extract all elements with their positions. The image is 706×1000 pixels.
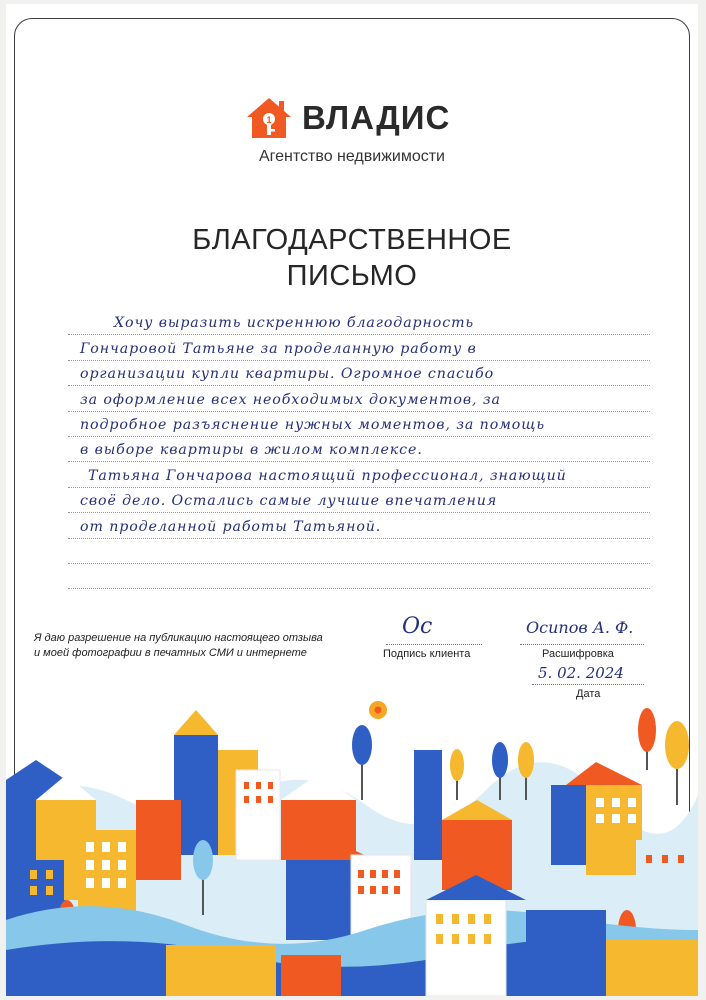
text-line — [68, 513, 650, 538]
client-signature: Ос — [402, 614, 433, 639]
consent-line2: и моей фотографии в печатных СМИ и интернете — [34, 647, 307, 659]
logo-digit: 1 — [266, 115, 272, 125]
handwritten-line: подробное разъяснение нужных моментов, за помощь — [80, 416, 545, 433]
text-line — [68, 310, 650, 335]
consent-line1: Я даю разрешение на публикацию настоящего отзыва — [34, 632, 323, 644]
letter-sheet — [6, 4, 698, 996]
date-line — [532, 684, 644, 685]
handwritten-line: в выборе квартиры в жилом комплексе. — [80, 442, 423, 459]
letter-title-line2: ПИСЬМО — [286, 260, 418, 292]
handwritten-text — [68, 310, 650, 589]
city-illustration — [6, 690, 698, 996]
brand-tagline: Агентство недвижимости — [259, 148, 445, 165]
house-key-icon — [246, 97, 292, 139]
handwritten-line: Гончаровой Татьяне за проделанную работу в — [80, 340, 477, 357]
handwritten-line: за оформление всех необходимых документов, за — [80, 391, 501, 408]
decryption-line — [520, 644, 644, 645]
handwritten-line: от проделанной работы Татьяной. — [80, 518, 382, 535]
text-line — [68, 564, 650, 589]
handwritten-line: своё дело. Остались самые лучшие впечатления — [80, 493, 498, 510]
text-line — [68, 437, 650, 462]
date-value: 5. 02. 2024 — [538, 664, 624, 682]
brand-name: ВЛАДИС — [302, 99, 451, 136]
handwritten-line: Хочу выразить искреннюю благодарность — [114, 315, 475, 332]
signature-label: Подпись клиента — [383, 648, 471, 660]
text-line — [68, 361, 650, 386]
handwritten-line: Татьяна Гончарова настоящий профессионал, знающий — [88, 467, 567, 484]
letter-title-line1: БЛАГОДАРСТВЕННОЕ — [192, 224, 512, 256]
text-line — [68, 386, 650, 411]
date-label: Дата — [576, 688, 601, 700]
text-line — [68, 462, 650, 487]
handwritten-line: организации купли квартиры. Огромное спасибо — [80, 366, 495, 383]
decryption-label: Расшифровка — [542, 648, 614, 660]
signature-line — [386, 644, 482, 645]
text-line — [68, 539, 650, 564]
text-line — [68, 335, 650, 360]
text-line — [68, 412, 650, 437]
text-line — [68, 488, 650, 513]
consent-text — [34, 631, 374, 661]
decryption-value: Осипов А. Ф. — [526, 618, 634, 637]
brand-logo — [246, 97, 476, 137]
